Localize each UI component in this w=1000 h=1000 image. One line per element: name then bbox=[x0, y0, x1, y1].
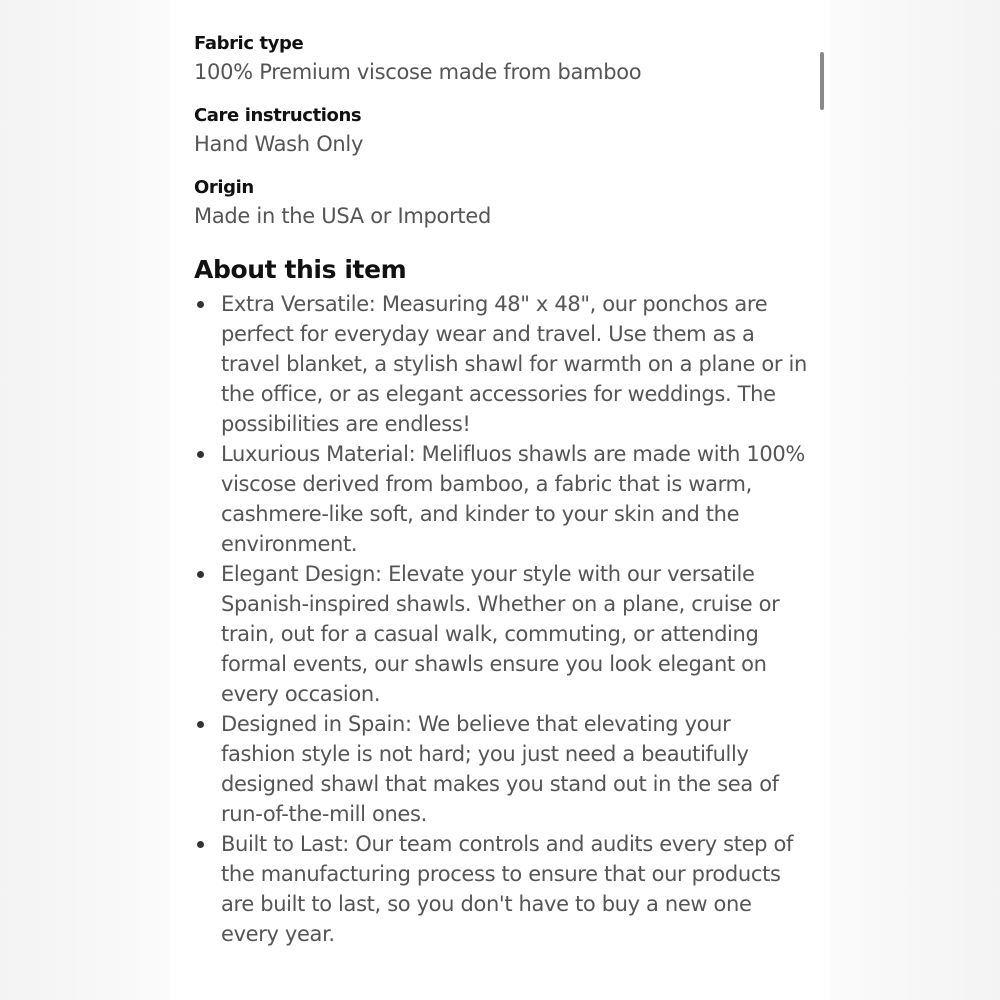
attribute-origin bbox=[194, 175, 809, 231]
about-this-item-heading: About this item bbox=[194, 255, 407, 284]
bullet-text: Designed in Spain: We believe that elevating your fashion style is not hard; you just need a beautifully designed shawl that makes you stand out in the sea of run-of-the-mill ones. bbox=[221, 712, 779, 826]
bullet-item bbox=[194, 289, 809, 439]
bullet-dot-icon bbox=[197, 841, 204, 848]
bullet-dot-icon bbox=[197, 451, 204, 458]
product-details-panel bbox=[171, 0, 829, 1000]
bullet-item bbox=[194, 829, 809, 949]
about-bullet-list bbox=[194, 289, 809, 949]
bullet-text: Elegant Design: Elevate your style with our versatile Spanish-inspired shawls. Whether on a plane, cruise or train, out for a casual walk, commuting, or attending formal events, our shawls ensure you look elegant on every occasion. bbox=[221, 562, 780, 706]
attribute-fabric-type bbox=[194, 31, 809, 87]
bullet-dot-icon bbox=[197, 571, 204, 578]
bullet-dot-icon bbox=[197, 721, 204, 728]
attribute-care-instructions bbox=[194, 103, 809, 159]
attribute-label: Care instructions bbox=[194, 105, 362, 126]
attribute-label: Fabric type bbox=[194, 33, 304, 54]
attribute-value: Made in the USA or Imported bbox=[194, 204, 492, 228]
attribute-value: Hand Wash Only bbox=[194, 132, 364, 156]
scrollbar-thumb[interactable] bbox=[820, 52, 824, 110]
attribute-value: 100% Premium viscose made from bamboo bbox=[194, 60, 642, 84]
bullet-item bbox=[194, 559, 809, 709]
bullet-item bbox=[194, 709, 809, 829]
bullet-text: Built to Last: Our team controls and audits every step of the manufacturing process to ensure that our products are built to last, so you don't have to buy a new one every year. bbox=[221, 832, 794, 946]
bullet-dot-icon bbox=[197, 301, 204, 308]
bullet-item bbox=[194, 439, 809, 559]
attribute-label: Origin bbox=[194, 177, 254, 198]
product-details-content bbox=[194, 31, 809, 949]
bullet-text: Luxurious Material: Melifluos shawls are made with 100% viscose derived from bamboo, a fabric that is warm, cashmere-like soft, and kinder to your skin and the environment. bbox=[221, 442, 806, 556]
bullet-text: Extra Versatile: Measuring 48" x 48", our ponchos are perfect for everyday wear and travel. Use them as a travel blanket, a stylish shawl for warmth on a plane or in the office, or as elegant accessories for weddings. The possibilities are endless! bbox=[221, 292, 807, 436]
